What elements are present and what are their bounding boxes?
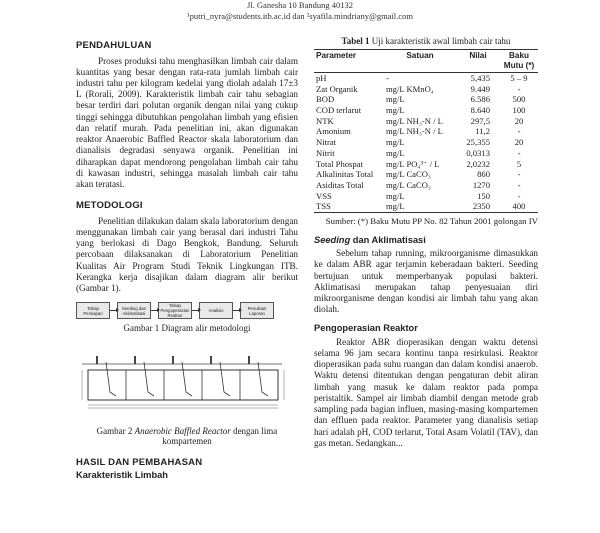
cell-satuan: mg/L NH₃-N / L (386, 115, 443, 126)
cell-baku-mutu: 400 (500, 201, 538, 212)
cell-nilai: 25,355 (466, 137, 490, 148)
flow-box-persiapan: Tahap Persiapan (76, 302, 110, 319)
cell-parameter: pH (316, 72, 327, 83)
cell-parameter: COD terlarut (316, 105, 362, 116)
metodologi-heading: METODOLOGI (76, 200, 143, 212)
cell-nilai: 5,435 (470, 72, 490, 83)
characteristics-table (314, 49, 538, 213)
table-row (314, 116, 538, 127)
table-row (314, 94, 538, 105)
cell-parameter: NTK (316, 115, 334, 126)
col-header-satuan: Satuan (384, 49, 456, 72)
flow-arrow (110, 310, 117, 311)
cell-nilai: 0,0313 (466, 147, 490, 158)
col-header-nilai: Nilai (456, 49, 500, 72)
cell-baku-mutu: - (517, 147, 521, 158)
table-row (314, 126, 538, 137)
address-line: Jl. Ganesha 10 Bandung 40132 (246, 0, 353, 10)
table-row (314, 180, 538, 191)
cell-satuan: mg/L (386, 190, 405, 201)
cell-baku-mutu: 20 (514, 115, 524, 126)
cell-baku-mutu: - (517, 83, 521, 94)
page-header (0, 0, 600, 22)
cell-parameter: VSS (316, 190, 332, 201)
karakteristik-heading: Karakteristik Limbah (76, 470, 168, 481)
table-title: Uji karakteristik awal limbah cair tahu (371, 36, 511, 46)
cell-satuan: - (386, 72, 389, 83)
figure-2-caption (76, 426, 298, 448)
cell-nilai: 8.640 (470, 105, 490, 116)
cell-parameter: Nitrit (316, 147, 335, 158)
cell-satuan: mg/L (386, 137, 405, 148)
reactor-diagram (76, 350, 294, 418)
cell-parameter: Asiditas Total (316, 180, 364, 190)
cell-nilai: 860 (477, 169, 490, 180)
flow-box-seeding: Seeding dan Aklimatisasi (117, 302, 151, 319)
table-row (314, 137, 538, 148)
col-header-parameter: Parameter (314, 49, 384, 72)
pendahuluan-paragraph: Proses produksi tahu menghasilkan limbah cair dalam kuantitas yang besar dengan rata-rata jumlah limbah cair industri tahu per kilogram kedelai yang diolah adalah 17±3 L (Rorali, 2009). Karakteristik limbah cair tahu sebagian besar terdiri dari polutan organik dengan nilai yang cukup tinggi sehingga dibutuhkan pengolahan limbah yang efisien dan relatif murah. Pada penelitian ini, akan digunakan reaktor Anaerobic Baffled Reactor skala laboratorium dan dianalisis degradasi senyawa organik. Penelitian ini diharapkan dapat mendorong pengolahan limbah cair tahu di kawasan industri, sehingga masalah limbah cair tahu akan teratasi. (76, 55, 298, 189)
cell-parameter: Total Phospat (316, 158, 363, 169)
table-row (314, 84, 538, 95)
cell-baku-mutu: 5 (516, 158, 522, 169)
cell-nilai: 1270 (472, 180, 490, 190)
cell-satuan: mg/L KMnO₄ (386, 83, 434, 94)
cell-satuan: mg/L (384, 201, 456, 212)
table-row (314, 105, 538, 116)
table-row (314, 159, 538, 170)
cell-parameter: Zat Organik (316, 83, 358, 94)
right-column (314, 36, 538, 455)
cell-satuan: mg/L NH₃-N / L (386, 126, 443, 137)
table-row (314, 72, 538, 83)
cell-baku-mutu: - (517, 180, 521, 190)
left-column (76, 36, 298, 483)
cell-parameter: TSS (314, 201, 384, 212)
table-row (314, 169, 538, 180)
reaktor-heading: Pengoperasian Reaktor (314, 323, 418, 334)
cell-baku-mutu: - (517, 126, 521, 137)
pendahuluan-heading: PENDAHULUAN (76, 40, 152, 51)
table-source: Sumber: (*) Baku Mutu PP No. 82 Tahun 2001 golongan IV (325, 216, 538, 227)
cell-baku-mutu: 20 (514, 137, 524, 148)
cell-parameter: Alkalinitas Total (316, 169, 374, 180)
cell-baku-mutu: - (517, 190, 521, 201)
seeding-heading-italic: Seeding (314, 234, 351, 245)
cell-satuan: mg/L CaCO₃ (386, 169, 431, 180)
fig2-description: dengan lima kompartemen (162, 425, 278, 447)
methodology-flowchart (76, 302, 298, 319)
cell-baku-mutu: 100 (512, 105, 526, 116)
table-label: Tabel 1 (341, 36, 370, 46)
figure-1-caption: Gambar 1 Diagram alir metodologi (123, 323, 251, 334)
seeding-heading (314, 235, 538, 246)
cell-satuan: mg/L (386, 94, 405, 105)
email-line: ¹putri_nyra@students.itb.ac.id dan ²syafila.mindriany@gmail.com (187, 11, 413, 21)
cell-parameter: Nitrat (316, 137, 337, 148)
flow-box-analisis: Analisis (199, 302, 233, 319)
cell-nilai: 2350 (456, 201, 500, 212)
cell-satuan: mg/L (386, 105, 405, 116)
cell-nilai: 6.586 (470, 94, 490, 105)
cell-nilai: 9.449 (470, 83, 490, 94)
cell-baku-mutu: 5 – 9 (510, 72, 528, 83)
table-header-row (314, 49, 538, 72)
cell-satuan: mg/L (386, 147, 405, 158)
seeding-paragraph: Sebelum tahap running, mikroorganisme dimasukkan ke dalam ABR agar terjamin keberadaan bakteri. Seeding bertujuan untuk memperbanyak populasi bakteri. Aklimatisasi merupakan tahap penyesuaian diri mikroorganisme dengan kondisi air limbah tahu yang akan diolah. (314, 248, 538, 315)
cell-satuan: mg/L PO₄³⁻ / L (386, 158, 440, 169)
table-row (314, 148, 538, 159)
cell-baku-mutu: - (517, 169, 521, 180)
table-row (314, 191, 538, 202)
cell-nilai: 150 (477, 190, 490, 201)
fig2-label: Gambar 2 (96, 425, 133, 436)
cell-parameter: Amonium (316, 126, 351, 137)
flow-arrow (192, 310, 199, 311)
seeding-heading-rest: dan Aklimatisasi (352, 234, 426, 245)
fig2-reactor-name: Anaerobic Baffled Reactor (134, 425, 231, 436)
cell-parameter: BOD (316, 94, 335, 105)
cell-baku-mutu: 500 (512, 94, 526, 105)
hasil-heading: HASIL DAN PEMBAHASAN (76, 457, 203, 469)
col-header-baku-mutu: Baku Mutu (*) (500, 49, 538, 72)
table-body (314, 72, 538, 212)
cell-nilai: 11,2 (475, 126, 490, 137)
flow-arrow (233, 310, 240, 311)
cell-nilai: 297,5 (470, 115, 490, 126)
cell-satuan: mg/L CaCO₃ (386, 180, 431, 190)
cell-nilai: 2,0232 (466, 158, 490, 169)
flow-box-operasi: Tahap Pengoperasian Reaktor (158, 302, 192, 319)
flow-arrow (151, 310, 158, 311)
table-1-caption (314, 36, 538, 47)
metodologi-paragraph: Penelitian dilakukan dalam skala laboratorium dengan menggunakan limbah cair yang berasal dari industri Tahu yang berlokasi di Dago Bengkok, Bandung. Seluruh percobaan dilaksanakan di Laboratorium Penelitian Kualitas Air Program Studi Teknik Lingkungan ITB. Kerangka kerja disajikan dalam diagram alir berikut (Gambar 1). (76, 215, 298, 294)
table-row (314, 201, 538, 212)
flow-box-laporan: Penulisan Laporan (240, 302, 274, 319)
reaktor-paragraph: Reaktor ABR dioperasikan dengan waktu detensi selama 96 jam secara kontinu tanpa resirkulasi. Reaktor dioperasikan pada suhu ruangan dan dalam kondisi anaerob. Waktu detensi ditentukan dengan pengaturan debit aliran limbah yang masuk ke dalam reaktor pada pompa peristaltik. Sampel air limbah diambil dengan metode grab sampling pada bagian influen, masing-masing kompartemen dan effluen pada reaktor. Parameter yang dianalisis setiap hari adalah pH, COD terlarut, Total Asam Volatil (TAV), dan gas metan. Sedangkan... (314, 336, 538, 448)
